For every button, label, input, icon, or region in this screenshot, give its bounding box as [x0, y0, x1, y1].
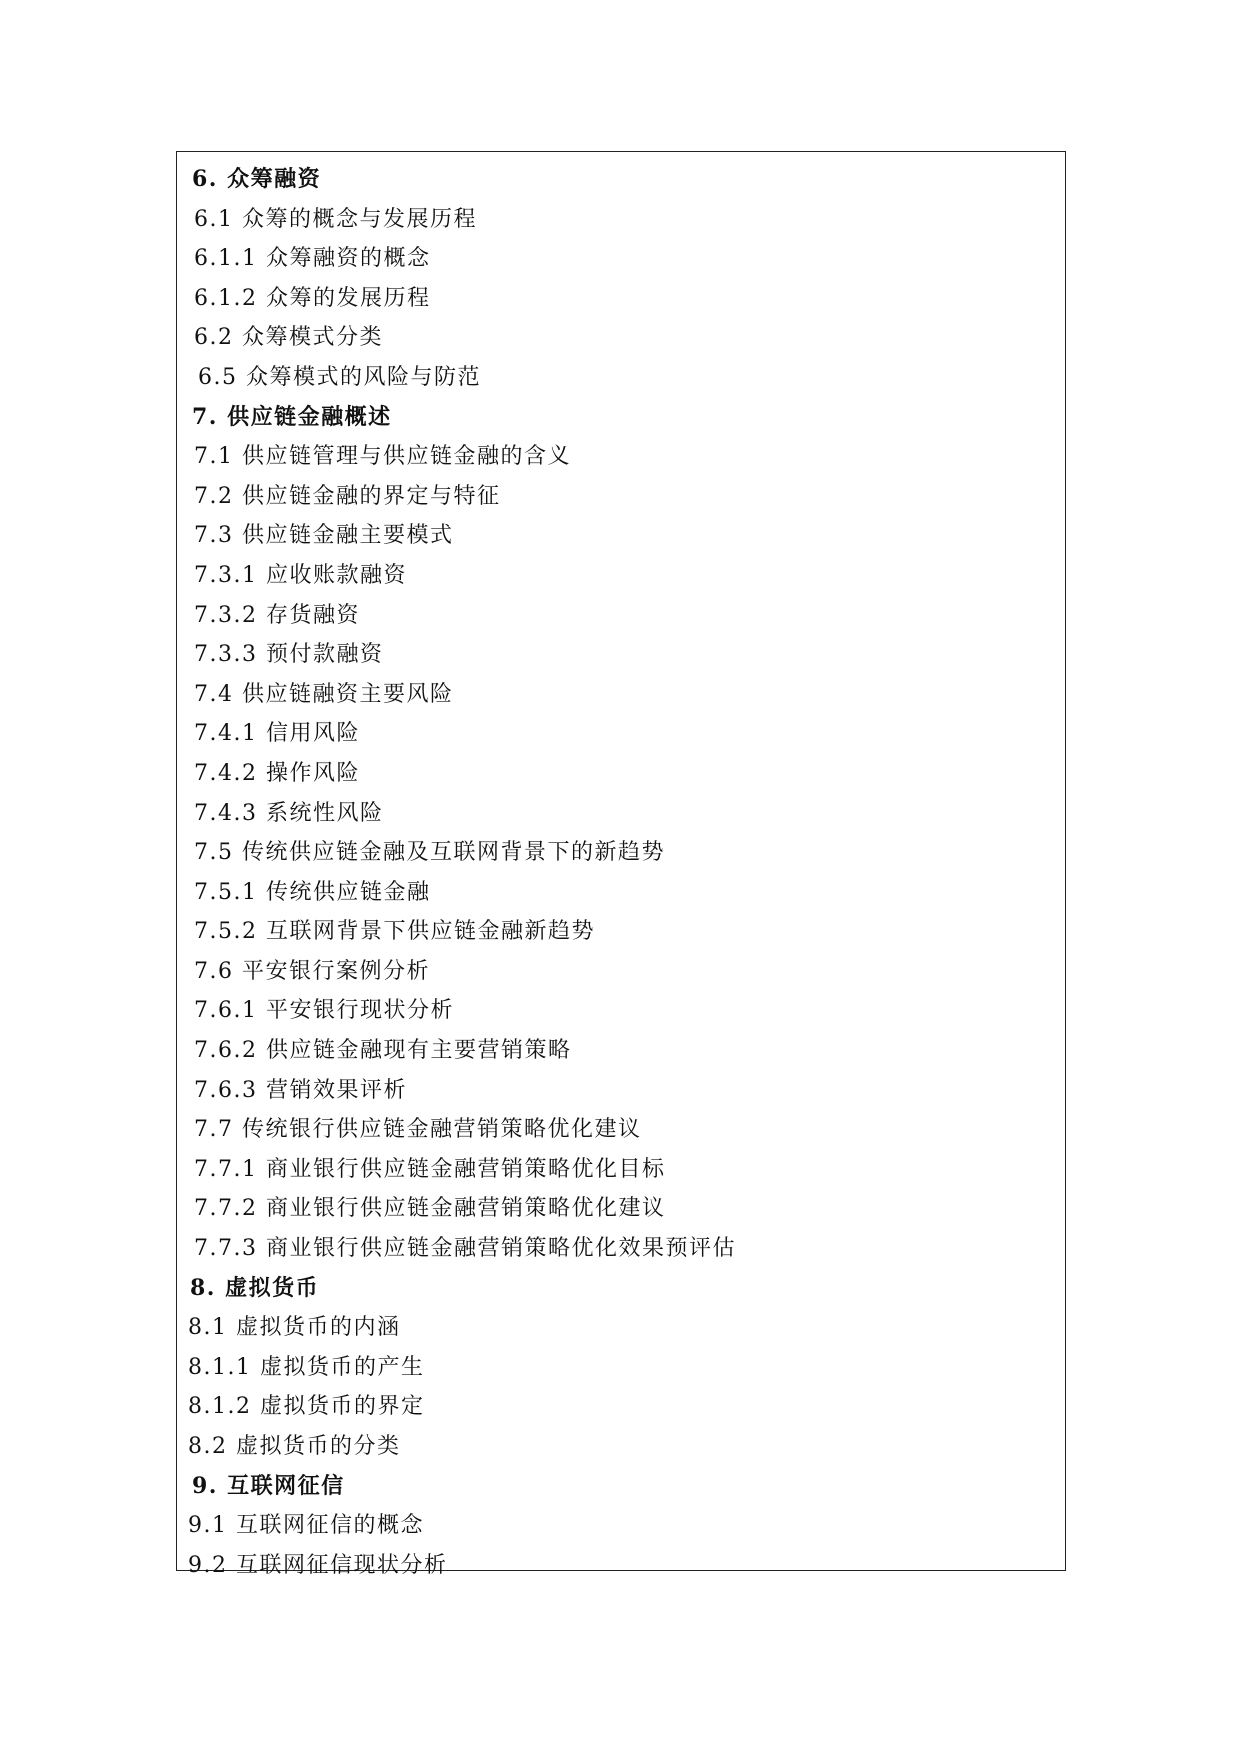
outline-item: 7.2 供应链金融的界定与特征 [194, 483, 501, 509]
outline-list [186, 160, 1046, 1585]
outline-item: 7.4 供应链融资主要风险 [194, 681, 454, 707]
outline-item: 7.3 供应链金融主要模式 [194, 523, 454, 549]
outline-item: 7.3.3 预付款融资 [194, 642, 384, 668]
outline-item: 7.4.3 系统性风险 [194, 800, 384, 826]
outline-item: 7.3.2 存货融资 [194, 602, 360, 628]
outline-item: 6.2 众筹模式分类 [194, 325, 383, 351]
outline-item: 7.5 传统供应链金融及互联网背景下的新趋势 [194, 840, 665, 866]
outline-item: 7.6.1 平安银行现状分析 [194, 998, 454, 1024]
outline-item: 7.1 供应链管理与供应链金融的含义 [194, 444, 571, 470]
outline-item: 7.5.2 互联网背景下供应链金融新趋势 [194, 919, 595, 945]
outline-item: 7.7 传统银行供应链金融营销策略优化建议 [194, 1117, 642, 1143]
outline-item: 7.6 平安银行案例分析 [194, 958, 430, 984]
outline-item: 6.1 众筹的概念与发展历程 [194, 206, 477, 232]
section-heading: 9. 互联网征信 [192, 1472, 345, 1499]
outline-item: 7.4.1 信用风险 [194, 721, 360, 747]
outline-item: 8.1.2 虚拟货币的界定 [188, 1394, 425, 1420]
outline-item: 6.1.2 众筹的发展历程 [194, 285, 431, 311]
outline-item: 7.3.1 应收账款融资 [194, 562, 407, 588]
outline-item: 7.4.2 操作风险 [194, 760, 360, 786]
outline-item: 7.6.3 营销效果评析 [194, 1077, 407, 1103]
outline-item: 7.7.1 商业银行供应链金融营销策略优化目标 [194, 1156, 666, 1182]
outline-item: 8.1.1 虚拟货币的产生 [188, 1354, 425, 1380]
outline-item: 7.6.2 供应链金融现有主要营销策略 [194, 1038, 572, 1064]
outline-item: 7.7.3 商业银行供应链金融营销策略优化效果预评估 [194, 1236, 736, 1262]
outline-item: 7.7.2 商业银行供应链金融营销策略优化建议 [194, 1196, 666, 1222]
outline-item: 6.5 众筹模式的风险与防范 [198, 364, 481, 390]
outline-item: 8.2 虚拟货币的分类 [188, 1434, 401, 1459]
section-heading: 7. 供应链金融概述 [192, 403, 392, 430]
outline-item: 9.1 互联网征信的概念 [188, 1513, 424, 1539]
outline-item: 6.1.1 众筹融资的概念 [194, 246, 431, 272]
section-heading: 6. 众筹融资 [192, 166, 322, 192]
outline-item: 7.5.1 传统供应链金融 [194, 879, 431, 905]
section-heading: 8. 虚拟货币 [190, 1274, 320, 1301]
outline-item: 9.2 互联网征信现状分析 [188, 1552, 448, 1578]
outline-item: 8.1 虚拟货币的内涵 [188, 1315, 401, 1341]
